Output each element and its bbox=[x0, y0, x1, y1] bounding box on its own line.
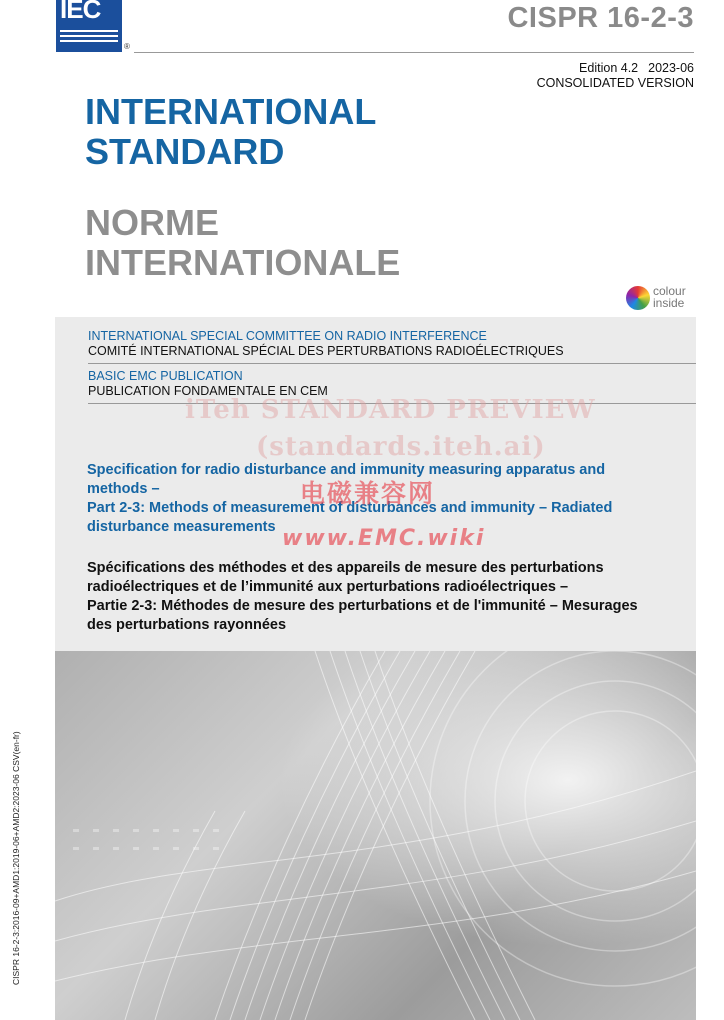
title-international-standard bbox=[85, 92, 376, 172]
specification-title-fr bbox=[87, 559, 677, 635]
watermark-line2: (standards.iteh.ai) bbox=[256, 432, 546, 462]
title-fr-line2: INTERNATIONALE bbox=[85, 242, 401, 283]
committee-en: INTERNATIONAL SPECIAL COMMITTEE ON RADIO INTERFERENCE bbox=[88, 329, 487, 343]
document-id: CISPR 16-2-3 bbox=[507, 2, 694, 34]
colour-inside-badge bbox=[626, 285, 696, 313]
colour-inside-text bbox=[653, 285, 686, 309]
logo-text: IEC bbox=[60, 0, 101, 24]
title-en-text-line4: disturbance measurements bbox=[87, 519, 276, 535]
edition-number: Edition 4.2 bbox=[579, 61, 639, 75]
watermark-line1: iTeh STANDARD PREVIEW bbox=[185, 395, 596, 425]
title-norme-internationale bbox=[85, 203, 400, 283]
side-reference-text: CISPR 16-2-3:2016-09+AMD1:2019-06+AMD2:2023-06 CSV(en-fr) bbox=[11, 731, 21, 985]
title-fr-text-line1: Spécifications des méthodes et des appareils de mesure des perturbations bbox=[87, 560, 604, 576]
cover-curves bbox=[55, 651, 696, 1020]
registered-mark: ® bbox=[124, 42, 130, 51]
edition-date: 2023-06 bbox=[648, 61, 694, 75]
title-en-text-line1: Specification for radio disturbance and immunity measuring apparatus and bbox=[87, 462, 606, 478]
title-en-text-line2: methods – bbox=[87, 481, 160, 497]
publication-en: BASIC EMC PUBLICATION bbox=[88, 369, 243, 383]
title-fr-line1: NORME bbox=[85, 202, 219, 243]
divider-1 bbox=[88, 363, 696, 364]
colour-text-line1: colour bbox=[653, 284, 686, 298]
edition-block bbox=[537, 61, 694, 91]
committee-fr: COMITÉ INTERNATIONAL SPÉCIAL DES PERTURBATIONS RADIOÉLECTRIQUES bbox=[88, 344, 564, 358]
cover-graphic bbox=[55, 651, 696, 1020]
logo-stripes bbox=[60, 30, 118, 45]
iec-logo bbox=[56, 0, 122, 52]
title-fr-text-line2: radioélectriques et de l’immunité aux perturbations radioélectriques – bbox=[87, 579, 569, 595]
title-fr-text-line4: des perturbations rayonnées bbox=[87, 617, 287, 633]
publication-fr: PUBLICATION FONDAMENTALE EN CEM bbox=[88, 384, 328, 398]
title-fr-text-line3: Partie 2-3: Méthodes de mesure des perturbations et de l'immunité – Mesurages bbox=[87, 598, 638, 614]
watermark-line4: www.EMC.wiki bbox=[282, 526, 486, 551]
watermark-line3: 电磁兼容网 bbox=[300, 479, 436, 508]
colour-wheel-icon bbox=[626, 286, 650, 310]
title-en-line1: INTERNATIONAL bbox=[85, 91, 377, 132]
title-en-line2: STANDARD bbox=[85, 131, 285, 172]
colour-text-line2: inside bbox=[653, 296, 685, 310]
title-en-text-line3: Part 2-3: Methods of measurement of disturbances and immunity – Radiated bbox=[87, 500, 613, 516]
consolidated-version: CONSOLIDATED VERSION bbox=[536, 76, 694, 90]
header-divider bbox=[134, 52, 694, 53]
